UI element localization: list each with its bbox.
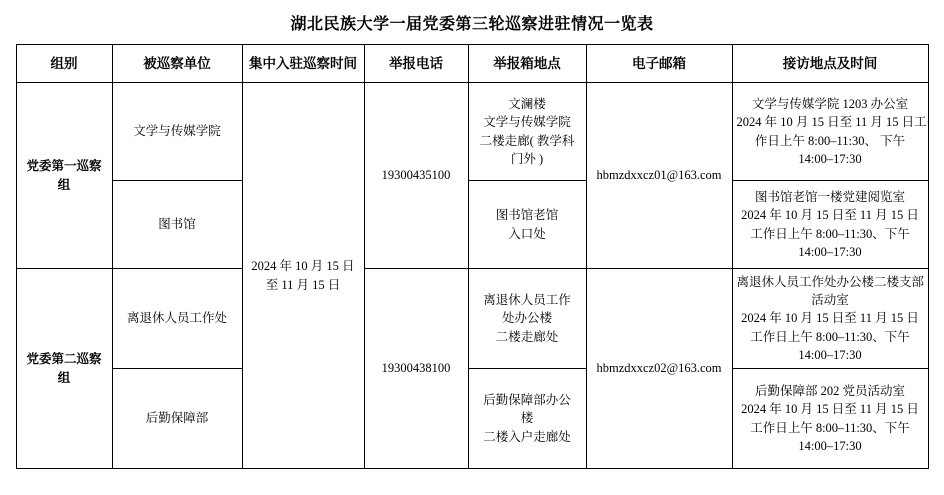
column-header-phone: 举报电话 <box>364 45 468 83</box>
visit-cell-2-2: 后勤保障部 202 党员活动室 2024 年 10 月 15 日至 11 月 15 日 工作日上午 8:00–11:30、下午 14:00–17:30 <box>732 369 928 469</box>
unit-cell-2-2: 后勤保障部 <box>112 369 242 469</box>
email-cell-2: hbmzdxxcz02@163.com <box>586 269 732 469</box>
unit-cell-1-1: 文学与传媒学院 <box>112 83 242 181</box>
column-header-period: 集中入驻巡察时间 <box>242 45 364 83</box>
visit-cell-2-1: 离退休人员工作处办公楼二楼支部 活动室 2024 年 10 月 15 日至 11 月 15 日 工作日上午 8:00–11:30、下午 14:00–17:30 <box>732 269 928 369</box>
visit-cell-1-1: 文学与传媒学院 1203 办公室 2024 年 10 月 15 日至 11 月 15 日工 作日上午 8:00–11:30、 下午 14:00–17:30 <box>732 83 928 181</box>
email-cell-1: hbmzdxxcz01@163.com <box>586 83 732 269</box>
table-row <box>16 83 928 181</box>
unit-cell-1-2: 图书馆 <box>112 181 242 269</box>
box-location-cell-1-1: 文澜楼 文学与传媒学院 二楼走廊( 教学科 门外 ) <box>468 83 586 181</box>
column-header-box-location: 举报箱地点 <box>468 45 586 83</box>
group-name-cell-2: 党委第二巡察组 <box>16 269 112 469</box>
column-header-email: 电子邮箱 <box>586 45 732 83</box>
page-title: 湖北民族大学一届党委第三轮巡察进驻情况一览表 <box>290 16 654 33</box>
phone-cell-2: 19300438100 <box>364 269 468 469</box>
group-name-cell-1: 党委第一巡察组 <box>16 83 112 269</box>
box-location-cell-1-2: 图书馆老馆 入口处 <box>468 181 586 269</box>
table-row <box>16 369 928 469</box>
unit-cell-2-1: 离退休人员工作处 <box>112 269 242 369</box>
visit-cell-1-2: 图书馆老馆一楼党建阅览室 2024 年 10 月 15 日至 11 月 15 日 工作日上午 8:00–11:30、下午 14:00–17:30 <box>732 181 928 269</box>
inspection-schedule-table <box>16 44 929 469</box>
column-header-unit: 被巡察单位 <box>112 45 242 83</box>
box-location-cell-2-2: 后勤保障部办公 楼 二楼入户走廊处 <box>468 369 586 469</box>
column-header-group: 组别 <box>16 45 112 83</box>
table-row <box>16 269 928 369</box>
period-cell: 2024 年 10 月 15 日 至 11 月 15 日 <box>242 83 364 469</box>
table-header-row <box>16 45 928 83</box>
column-header-visit: 接访地点及时间 <box>732 45 928 83</box>
table-row <box>16 181 928 269</box>
box-location-cell-2-1: 离退休人员工作 处办公楼 二楼走廊处 <box>468 269 586 369</box>
phone-cell-1: 19300435100 <box>364 83 468 269</box>
